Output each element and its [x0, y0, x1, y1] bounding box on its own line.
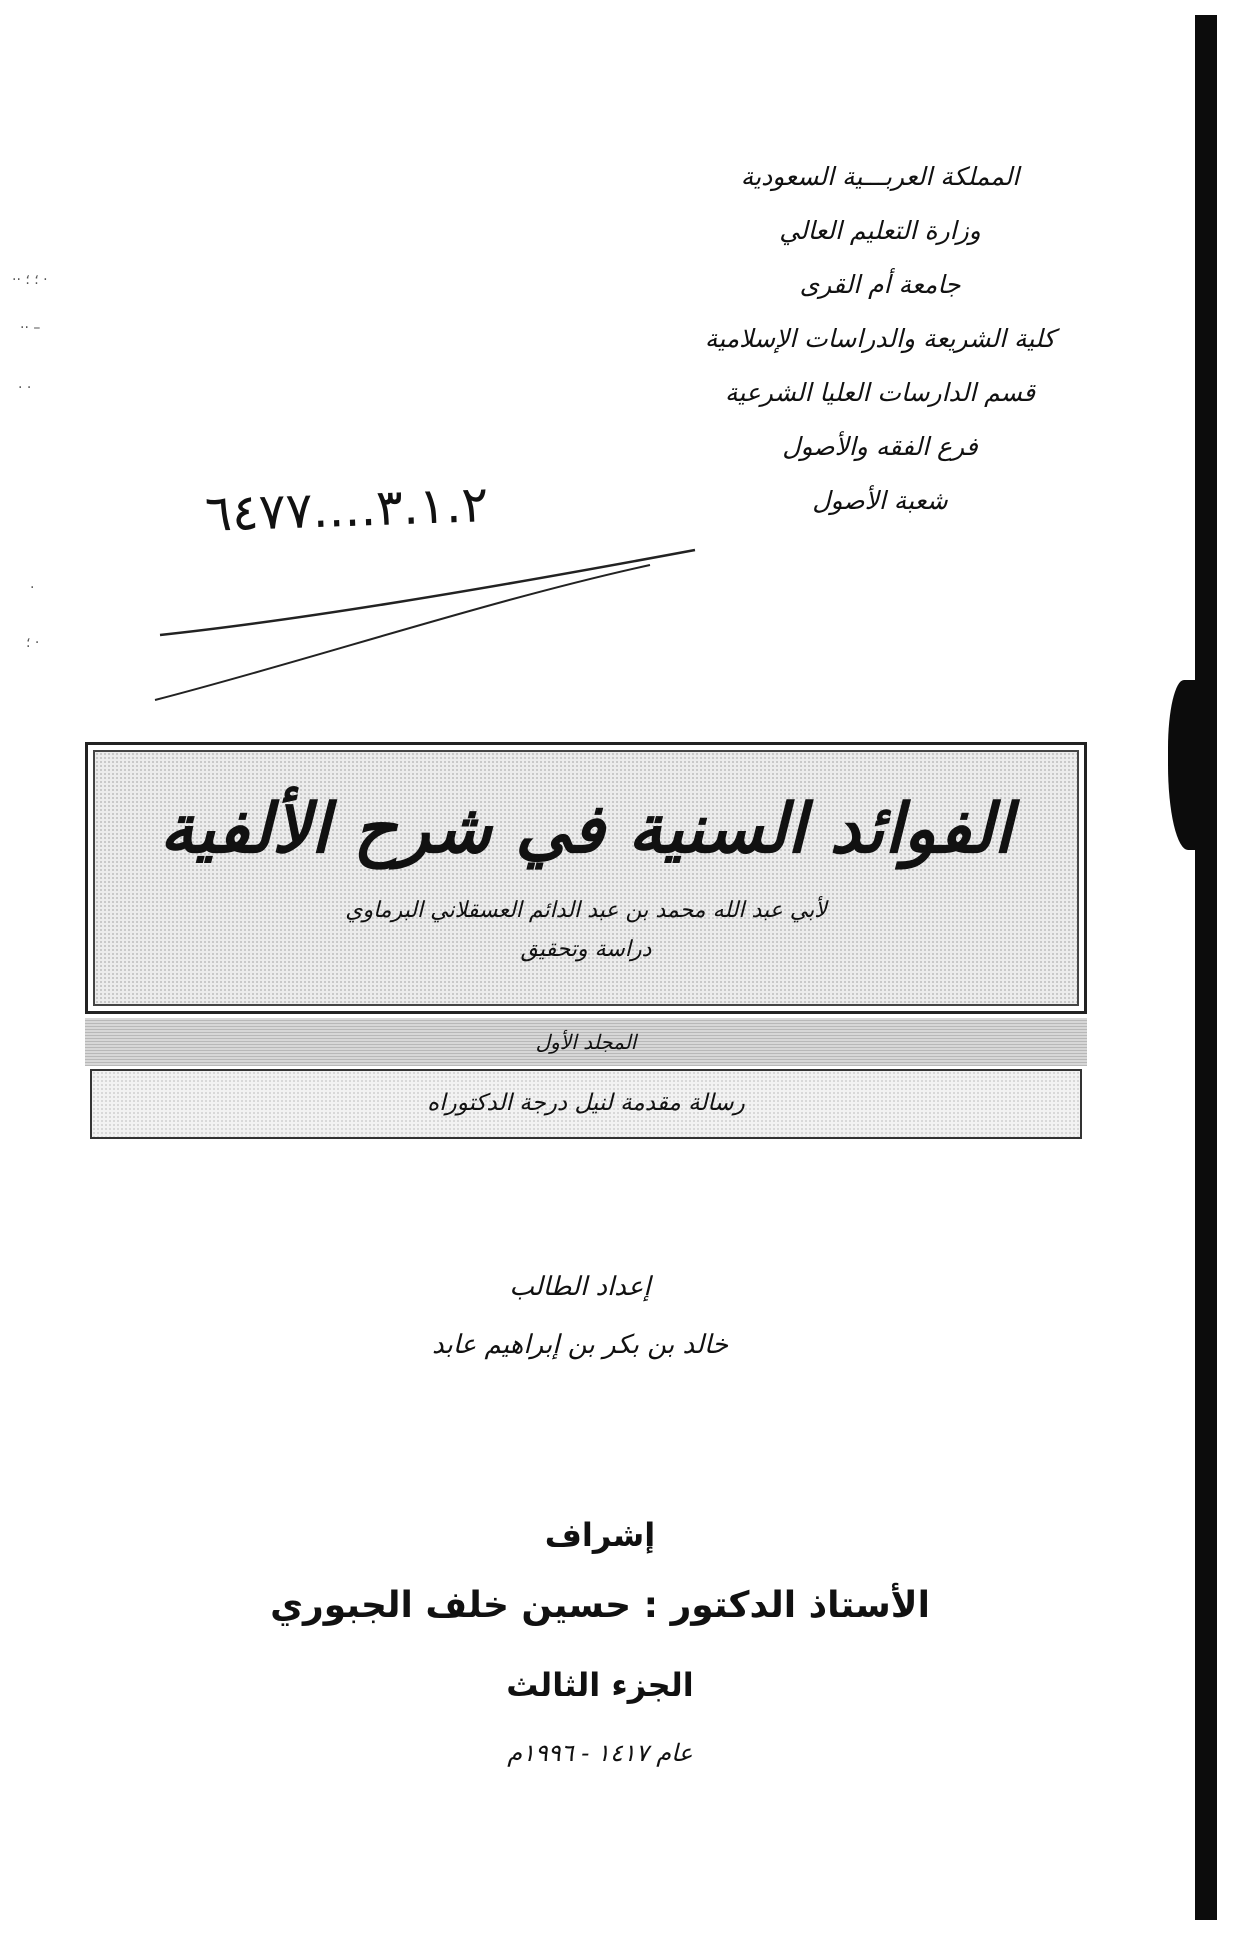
- book-author: لأبي عبد الله محمد بن عبد الدائم العسقلاني البرماوي: [345, 898, 827, 923]
- prepared-by-label: إعداد الطالب: [509, 1272, 651, 1302]
- supervisor-name: الأستاذ الدكتور : حسين خلف الجبوري: [270, 1585, 930, 1626]
- header-line-ministry: وزارة التعليم العالي: [779, 216, 981, 245]
- year-label: عام ١٤١٧ - ١٩٩٦م: [507, 1739, 693, 1767]
- part-label: الجزء الثالث: [506, 1666, 694, 1704]
- header-line-section: شعبة الأصول: [812, 486, 948, 515]
- supervision-label: إشراف: [544, 1516, 656, 1554]
- header-line-college: كلية الشريعة والدراسات الإسلامية: [704, 324, 1056, 353]
- handwritten-strokes: [150, 540, 710, 710]
- header-line-university: جامعة أم القرى: [799, 270, 961, 299]
- header-line-department: قسم الدارسات العليا الشرعية: [724, 378, 1036, 407]
- institution-header: [690, 150, 1070, 528]
- book-title: الفوائد السنية في شرح الألفية: [159, 790, 1013, 869]
- study-and-edition: دراسة وتحقيق: [520, 937, 652, 962]
- handwritten-call-number: ٣.١.٢....٦٤٧٧: [204, 475, 490, 543]
- scan-dark-edge: [1195, 15, 1217, 1920]
- thesis-note: رسالة مقدمة لنيل درجة الدكتوراه: [90, 1069, 1082, 1139]
- margin-scan-marks: ·· ؛ ؛ · ·· – · · · ؛ ·: [12, 272, 48, 651]
- header-line-branch: فرع الفقه والأصول: [782, 432, 978, 461]
- title-box: [85, 742, 1087, 1014]
- supervision-block: [250, 1505, 950, 1783]
- header-line-kingdom: المملكة العربـــية السعودية: [740, 162, 1020, 191]
- title-box-inner: [93, 750, 1079, 1006]
- prepared-by-block: [380, 1258, 780, 1374]
- student-name: خالد بن بكر بن إبراهيم عابد: [431, 1330, 729, 1360]
- volume-label: المجلد الأول: [85, 1018, 1087, 1066]
- scan-dark-smudge: [1168, 680, 1208, 850]
